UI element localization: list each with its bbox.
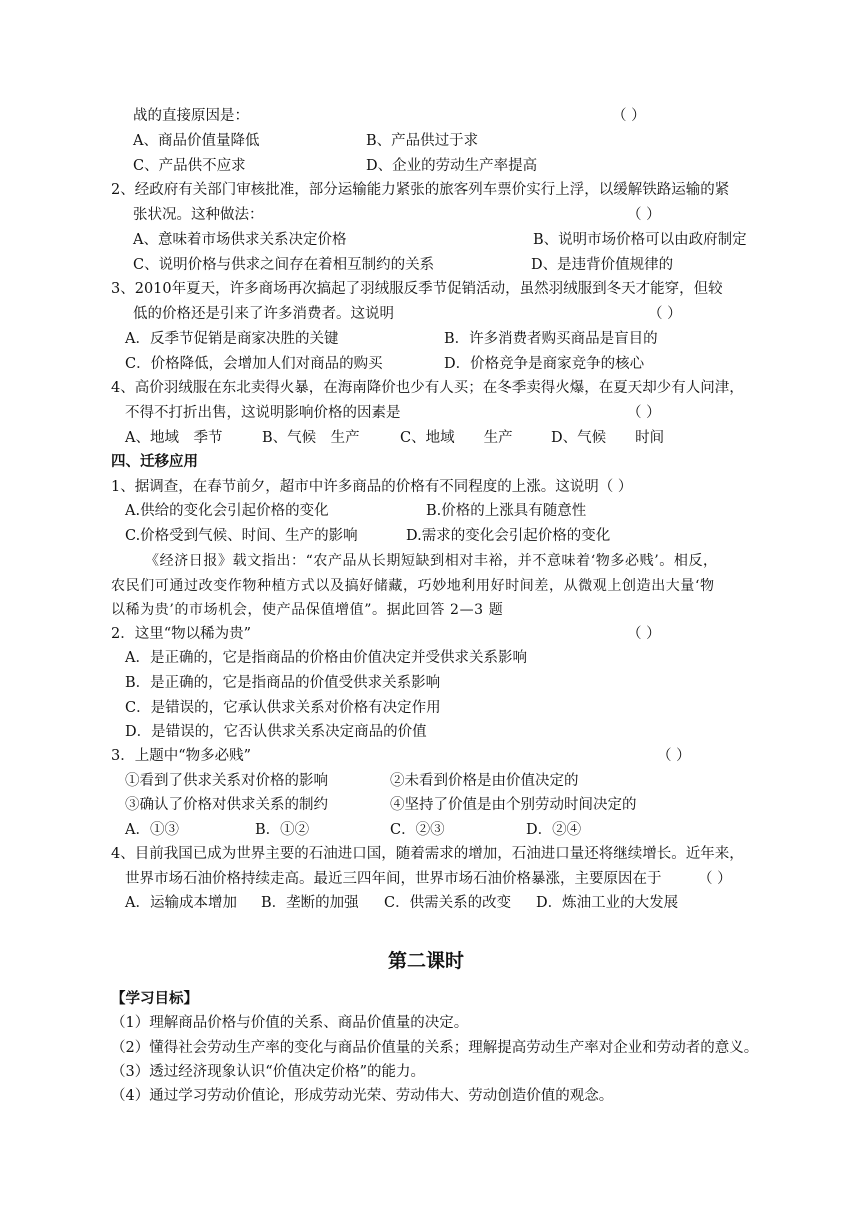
s4-q1-option-a: A.供给的变化会引起价格的变化	[125, 503, 329, 519]
s4-q1-option-b: B.价格的上涨具有随意性	[426, 503, 587, 519]
goal-1: （1）理解商品价格与价值的关系、商品价值量的决定。	[111, 1015, 469, 1031]
q1-option-b: B、产品供过于求	[366, 133, 479, 149]
goals-heading: 【学习目标】	[111, 991, 198, 1007]
passage-line2: 农民们可通过改变作物种植方式以及搞好储藏，巧妙地利用好时间差，从微观上创造出大量‘物	[111, 578, 715, 594]
s4-q4-option-b: B．垄断的加强	[261, 895, 359, 911]
goal-3: （3）透过经济现象认识“价值决定价格”的能力。	[111, 1064, 426, 1080]
s4-q4-option-d: D．炼油工业的大发展	[536, 895, 679, 911]
s4-q2-option-d: D．是错误的，它否认供求关系决定商品的价值	[125, 724, 427, 740]
q2-stem-line1: 2、经政府有关部门审核批准，部分运输能力紧张的旅客列车票价实行上浮，以缓解铁路运输的紧	[111, 182, 730, 198]
s4-q2-option-c: C．是错误的，它承认供求关系对价格有决定作用	[125, 700, 441, 716]
q4-option-a: A、地域 季节	[125, 430, 223, 446]
q3-option-b: B．许多消费者购买商品是盲目的	[444, 331, 658, 347]
q1-answer-paren: （ ）	[612, 108, 646, 124]
q2-option-d: D、是违背价值规律的	[531, 257, 674, 273]
q4-option-b: B、气候 生产	[262, 430, 360, 446]
s4-q2-stem: 2．这里“物以稀为贵”	[111, 626, 252, 642]
s4-q1-stem: 1、据调查，在春节前夕，超市中许多商品的价格有不同程度的上涨。这说明（ ）	[111, 479, 633, 495]
s4-q2-answer-paren: （ ）	[627, 626, 661, 642]
s4-q3-item-4: ④坚持了价值是由个别劳动时间决定的	[390, 797, 637, 813]
s4-q4-stem-line2: 世界市场石油价格持续走高。最近三四年间，世界市场石油价格暴涨，主要原因在于	[125, 871, 662, 887]
s4-q3-option-d: D．②④	[526, 822, 582, 838]
passage-line3: 以稀为贵’的市场机会，使产品保值增值”。据此回答 2—3 题	[111, 602, 504, 618]
s4-q3-item-2: ②未看到价格是由价值决定的	[390, 773, 579, 789]
goal-2: （2）懂得社会劳动生产率的变化与商品价值量的关系；理解提高劳动生产率对企业和劳动者的意义。	[111, 1040, 759, 1056]
s4-q4-option-a: A．运输成本增加	[125, 895, 237, 911]
s4-q3-stem: 3．上题中“物多必贱”	[111, 748, 252, 764]
s4-q2-option-b: B．是正确的，它是指商品的价值受供求关系影响	[125, 675, 441, 691]
q4-stem-line2: 不得不打折出售，这说明影响价格的因素是	[125, 405, 401, 421]
q3-stem-line1: 3、2010年夏天，许多商场再次搞起了羽绒服反季节促销活动，虽然羽绒服到冬天才能穿，但较	[111, 281, 723, 297]
s4-q4-option-c: C．供需关系的改变	[384, 895, 512, 911]
q1-stem: 战的直接原因是：	[133, 108, 249, 124]
s4-q4-answer-paren: （ ）	[698, 871, 732, 887]
q2-answer-paren: （ ）	[627, 207, 661, 223]
section-heading: 四、迁移应用	[111, 454, 198, 470]
q2-option-b: B、说明市场价格可以由政府制定	[533, 232, 747, 248]
q2-stem-line2: 张状况。这种做法：	[133, 207, 264, 223]
passage-line1: 《经济日报》载文指出：“农产品从长期短缺到相对丰裕，并不意味着‘物多必贱’。相反，	[145, 553, 718, 569]
q3-option-c: C．价格降低，会增加人们对商品的购买	[125, 356, 383, 372]
s4-q1-option-c: C.价格受到气候、时间、生产的影响	[125, 528, 358, 544]
s4-q3-answer-paren: （ ）	[657, 748, 691, 764]
q4-answer-paren: （ ）	[627, 405, 661, 421]
q1-option-c: C、产品供不应求	[133, 158, 246, 174]
lesson-title: 第二课时	[388, 950, 465, 972]
q3-stem-line2: 低的价格还是引来了许多消费者。这说明	[133, 306, 394, 322]
s4-q3-option-c: C．②③	[390, 822, 445, 838]
q1-option-d: D、企业的劳动生产率提高	[366, 158, 538, 174]
s4-q3-item-3: ③确认了价格对供求关系的制约	[125, 797, 328, 813]
q1-option-a: A、商品价值量降低	[133, 133, 260, 149]
goal-4: （4）通过学习劳动价值论，形成劳动光荣、劳动伟大、劳动创造价值的观念。	[111, 1088, 614, 1104]
s4-q3-option-b: B．①②	[255, 822, 310, 838]
s4-q2-option-a: A．是正确的，它是指商品的价格由价值决定并受供求关系影响	[125, 650, 527, 666]
q2-option-c: C、说明价格与供求之间存在着相互制约的关系	[133, 257, 435, 273]
q4-option-c: C、地域 生产	[400, 430, 513, 446]
s4-q1-option-d: D.需求的变化会引起价格的变化	[406, 528, 611, 544]
q3-answer-paren: （ ）	[648, 306, 682, 322]
q4-stem-line1: 4、高价羽绒服在东北卖得火暴，在海南降价也少有人买；在冬季卖得火爆，在夏天却少有人问津，	[111, 380, 744, 396]
q2-option-a: A、意味着市场供求关系决定价格	[133, 232, 347, 248]
s4-q3-item-1: ①看到了供求关系对价格的影响	[125, 773, 328, 789]
s4-q3-option-a: A．①③	[125, 822, 179, 838]
q4-option-d: D、气候 时间	[551, 430, 665, 446]
q3-option-a: A．反季节促销是商家决胜的关键	[125, 331, 339, 347]
q3-option-d: D．价格竞争是商家竞争的核心	[444, 356, 645, 372]
s4-q4-stem-line1: 4、目前我国已成为世界主要的石油进口国，随着需求的增加，石油进口量还将继续增长。近年来，	[111, 846, 744, 862]
